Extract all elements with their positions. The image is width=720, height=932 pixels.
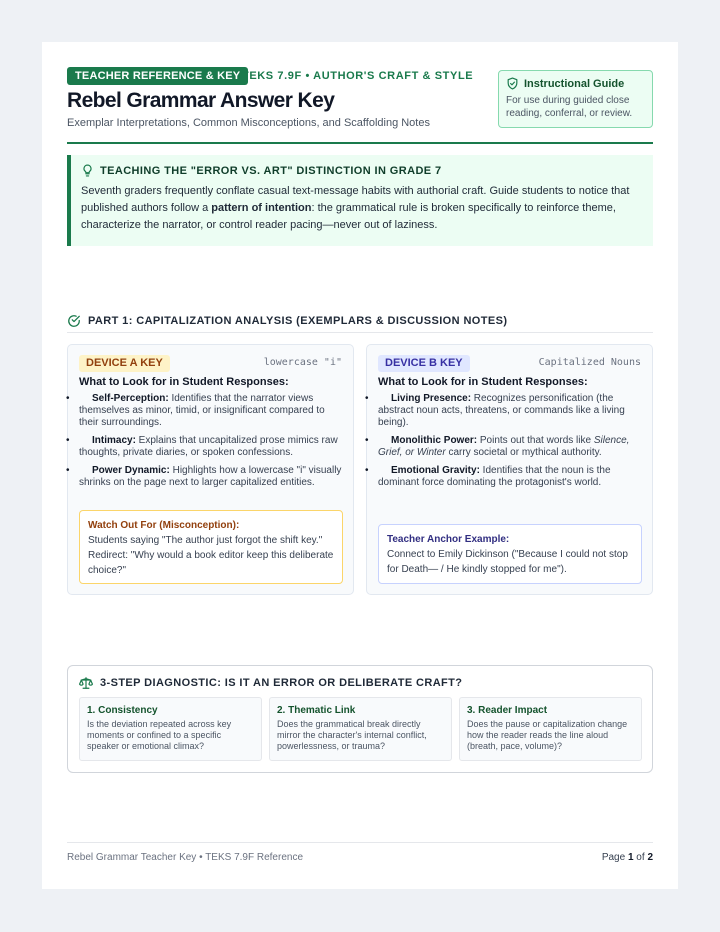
answer-key-page bbox=[42, 42, 678, 889]
page-number bbox=[602, 852, 653, 863]
error-vs-art-callout bbox=[67, 155, 653, 246]
bullet-text: Recognizes personification (the abstract noun acts, threatens, or commands like a living being). bbox=[378, 393, 625, 428]
footer-divider bbox=[67, 842, 653, 843]
bullet-text: Explains that uncapitalized prose mimics raw thoughts, private diaries, or spoken confessions. bbox=[79, 435, 338, 458]
callout-text-part: : the grammatical rule is broken specifically to reinforce theme, characterize the narrator, or control reader pacing—never out of laziness. bbox=[81, 202, 616, 231]
teacher-reference-tag: TEACHER REFERENCE & KEY bbox=[67, 67, 248, 85]
diagnostic-title: 3-STEP DIAGNOSTIC: IS IT AN ERROR OR DELIBERATE CRAFT? bbox=[100, 677, 463, 689]
step-title: 1. Consistency bbox=[87, 705, 158, 716]
bullet-term: Monolithic Power: bbox=[391, 435, 478, 446]
bullet-term: Intimacy: bbox=[92, 435, 136, 446]
bullet-term: Self-Perception: bbox=[92, 393, 169, 404]
misconception-box bbox=[79, 510, 343, 584]
diagnostic-step-thematic-link bbox=[269, 697, 452, 761]
step-text: Is the deviation repeated across key moments or confined to a specific speaker or emotional climax? bbox=[87, 719, 232, 751]
callout-header bbox=[81, 164, 643, 177]
part1-heading bbox=[67, 314, 507, 328]
callout-text-emphasis: pattern of intention bbox=[211, 202, 312, 214]
guide-text: For use during guided close reading, conferral, or review. bbox=[506, 95, 633, 119]
footer-label: Rebel Grammar Teacher Key • TEKS 7.9F Reference bbox=[67, 852, 304, 863]
device-b-label: Capitalized Nouns bbox=[538, 357, 641, 368]
step-text: Does the grammatical break directly mirror the character's internal conflict, powerlessness, or trauma? bbox=[277, 719, 427, 751]
list-item bbox=[79, 435, 345, 459]
page-subtitle: Exemplar Interpretations, Common Misconceptions, and Scaffolding Notes bbox=[67, 117, 430, 129]
part1-divider bbox=[67, 332, 653, 333]
device-b-bullets bbox=[378, 393, 644, 495]
shield-check-icon bbox=[506, 77, 519, 90]
diagnostic-step-consistency bbox=[79, 697, 262, 761]
page-current: 1 bbox=[627, 852, 634, 863]
check-circle-icon bbox=[67, 314, 81, 328]
bullet-text: Identifies that the narrator views themselves as minor, timid, or insignificant compared to their surroundings. bbox=[79, 393, 325, 428]
callout-text-part: Seventh graders frequently conflate casual text-message habits with authorial craft. Guide students to notice that published authors follow a bbox=[81, 185, 630, 214]
step-title: 2. Thematic Link bbox=[277, 705, 356, 716]
guide-title: Instructional Guide bbox=[524, 77, 625, 90]
instructional-guide-box bbox=[498, 70, 653, 128]
device-a-look-heading: What to Look for in Student Responses: bbox=[79, 376, 289, 388]
list-item bbox=[378, 465, 644, 489]
misconception-title: Watch Out For (Misconception): bbox=[88, 520, 240, 531]
list-item bbox=[79, 465, 345, 489]
bullet-italic: Silence, Grief, or Winter bbox=[378, 435, 630, 458]
page-total: 2 bbox=[647, 852, 653, 863]
anchor-example-title: Teacher Anchor Example: bbox=[387, 534, 510, 545]
diagnostic-heading bbox=[79, 676, 462, 690]
step-title: 3. Reader Impact bbox=[467, 705, 548, 716]
page-title: Rebel Grammar Answer Key bbox=[67, 89, 335, 112]
bullet-text: Highlights how a lowercase "i" visually shrinks on the page next to larger capitalized entities. bbox=[79, 465, 342, 488]
anchor-example-text: Connect to Emily Dickinson ("Because I could not stop for Death— / He kindly stopped for me"). bbox=[387, 549, 628, 575]
device-a-card bbox=[67, 344, 354, 595]
bullet-term: Living Presence: bbox=[391, 393, 472, 404]
bullet-text: carry societal or mythical authority. bbox=[445, 447, 602, 458]
page-label: Page bbox=[601, 852, 628, 863]
device-b-badge: DEVICE B KEY bbox=[378, 355, 470, 372]
bullet-term: Power Dynamic: bbox=[92, 465, 170, 476]
callout-title: TEACHING THE "ERROR VS. ART" DISTINCTION IN GRADE 7 bbox=[100, 164, 442, 177]
bullet-text: Identifies that the noun is the dominant force dominating the protagonist's world. bbox=[378, 465, 611, 488]
guide-header bbox=[506, 77, 645, 90]
device-b-look-heading: What to Look for in Student Responses: bbox=[378, 376, 588, 388]
device-b-card bbox=[366, 344, 653, 595]
part1-title: PART 1: CAPITALIZATION ANALYSIS (EXEMPLARS & DISCUSSION NOTES) bbox=[88, 315, 508, 327]
bullet-text: Points out that words like bbox=[477, 435, 594, 446]
teks-standard-label: TEKS 7.9F • AUTHOR'S CRAFT & STYLE bbox=[242, 70, 474, 82]
diagnostic-step-reader-impact bbox=[459, 697, 642, 761]
list-item bbox=[378, 435, 644, 459]
step-text: Does the pause or capitalization change how the reader reads the line aloud (breath, pace, volume)? bbox=[467, 719, 628, 751]
bullet-term: Emotional Gravity: bbox=[391, 465, 480, 476]
device-a-label: lowercase "i" bbox=[263, 357, 342, 368]
page-of: of bbox=[633, 852, 648, 863]
callout-text bbox=[81, 183, 643, 234]
diagnostic-panel bbox=[67, 665, 653, 773]
scale-icon bbox=[79, 676, 93, 690]
misconception-text: Students saying "The author just forgot the shift key." Redirect: "Why would a book editor keep this deliberate choice?" bbox=[88, 535, 334, 576]
lightbulb-icon bbox=[81, 164, 94, 177]
list-item bbox=[378, 393, 644, 429]
header-divider bbox=[67, 142, 653, 144]
device-a-bullets bbox=[79, 393, 345, 495]
anchor-example-box bbox=[378, 524, 642, 584]
device-a-badge: DEVICE A KEY bbox=[79, 355, 170, 372]
list-item bbox=[79, 393, 345, 429]
